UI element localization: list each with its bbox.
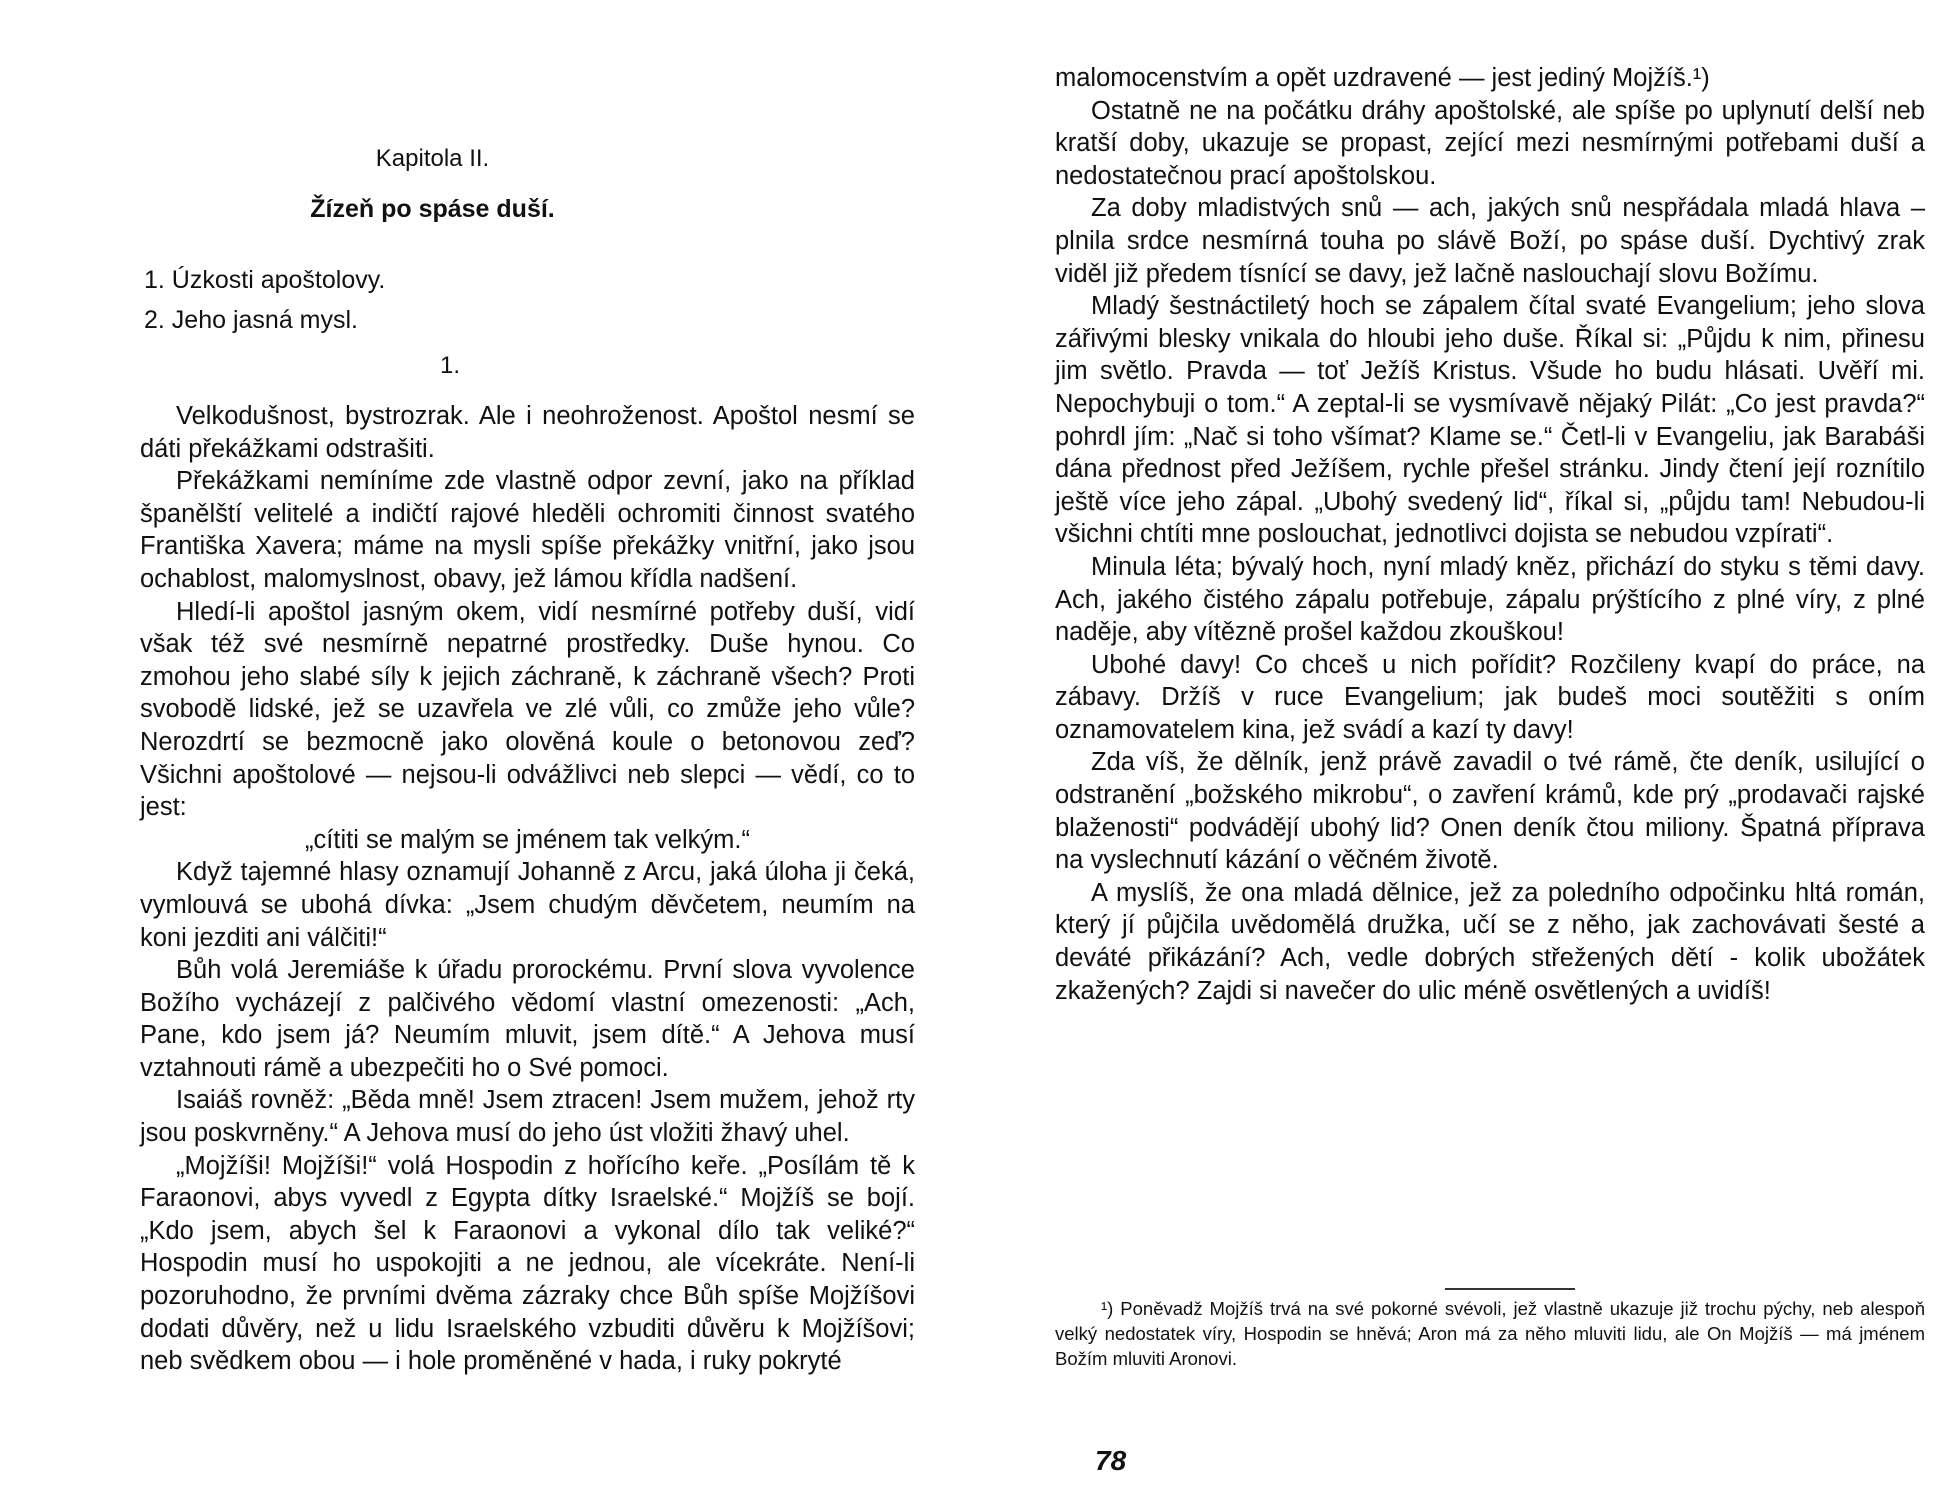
paragraph: Za doby mladistvých snů — ach, jakých snů nespřádala mladá hlava – plnila srdce nesmírná touha po slávě Boží, po spáse duší. Dychtivý zrak viděl již předem tísnící se davy, jež lačně naslouchají slovu Božímu. xyxy=(1055,194,1925,288)
left-body-text xyxy=(140,400,915,1378)
footnote: ¹) Poněvadž Mojžíš trvá na své pokorné svévoli, jež vlastně ukazuje již trochu pýchy, neb alespoň velký nedostatek víry, Hospodin se hněvá; Aron má za něho mluviti lidu, ale On Mojžíš — má jménem Božím mluviti Aronovi. xyxy=(1055,1298,1925,1369)
paragraph: A myslíš, že ona mladá dělnice, jež za poledního odpočinku hltá román, který jí půjčila uvědomělá družka, učí se z něho, jak zachovávati šesté a deváté přikázání? Ach, vedle dobrých střežených dětí - kolik ubožátek zkažených? Zajdi si navečer do ulic méně osvětlených a uvidíš! xyxy=(1055,878,1925,1005)
paragraph: „Mojžíši! Mojžíši!“ volá Hospodin z hořícího keře. „Posílám tě k Faraonovi, abys vyvedl z Egypta dítky Israelské.“ Mojžíš se bojí. „Kdo jsem, abych šel k Faraonovi a vykonal dílo tak veliké?“ Hospodin musí ho uspokojiti a ne jednou, ale vícekráte. Není-li pozoruhodno, že prvními dvěma zázraky chce Bůh spíše Mojžíšovi dodati důvěry, než u lidu Israelského vzbuditi důvěru k Mojžíšovi; neb svědkem obou — i hole proměněné v hada, i ruky pokryté xyxy=(140,1151,915,1376)
paragraph: Ubohé davy! Co chceš u nich pořídit? Rozčileny kvapí do práce, na zábavy. Držíš v ruce Evangelium; jak budeš moci soutěžiti s oním oznamovatelem kina, jež svádí a kazí ty davy! xyxy=(1055,650,1925,744)
section-number: 1. xyxy=(439,352,460,379)
left-page xyxy=(140,0,915,1500)
outline-item: 2. Jeho jasná mysl. xyxy=(144,306,358,334)
outline-item: 1. Úzkosti apoštolovy. xyxy=(144,266,386,294)
paragraph: Hledí-li apoštol jasným okem, vidí nesmírné potřeby duší, vidí však též své nesmírně nepatrné prostředky. Duše hynou. Co zmohou jeho slabé síly k jejich záchraně, k záchraně všech? Proti svobodě lidské, jež se uzavřela ve zlé vůli, co zmůže jeho vůle? Nerozdrtí se bezmocně jako olověná koule o betonovou zeď? Všichni apoštolové — nejsou-li odvážlivci neb slepci — vědí, co to jest: xyxy=(140,597,915,822)
chapter-label: Kapitola II. xyxy=(375,145,490,172)
paragraph: Ostatně ne na počátku dráhy apoštolské, ale spíše po uplynutí delší neb kratší doby, ukazuje se propast, zející mezi nesmírnými potřebami duší a nedostatečnou prací apoštolskou. xyxy=(1055,96,1925,190)
paragraph: Překážkami nemíníme zde vlastně odpor zevní, jako na příklad španělští velitelé a indičtí rajové hleděli ochromiti činnost svatého Františka Xavera; máme na mysli spíše překážky vnitřní, jako jsou ochablost, malomyslnost, obavy, jež lámou křídla nadšení. xyxy=(140,467,915,593)
paragraph: Mladý šestnáctiletý hoch se zápalem čítal svaté Evangelium; jeho slova zářivými blesky vnikala do hloubi jeho duše. Říkal si: „Půjdu k nim, přinesu jim světlo. Pravda — toť Ježíš Kristus. Všude ho budu hlásati. Uvěří mi. Nepochybuji o tom.“ A zeptal-li se vysmívavě nějaký Pilát: „Co jest pravda?“ pohrdl jím: „Nač si toho všímat? Klame se.“ Četl-li v Evangeliu, jak Barabáši dána přednost před Ježíšem, rychle přešel stránku. Jindy čtení její roznítilo ještě více jeho zápal. „Ubohý svedený lid“, říkal si, „půjdu tam! Nebudou-li všichni chtíti mne poslouchat, jednotlivci dojista se nebudou vzpírati“. xyxy=(1055,292,1925,549)
paragraph: Zda víš, že dělník, jenž právě zavadil o tvé rámě, čte deník, usilující o odstranění „božského mikrobu“, o zavření krámů, kde prý „prodavači rajské blaženosti“ podvádějí ubohý lid? Onen deník čtou miliony. Špatná příprava na vyslechnutí kázání o věčném životě. xyxy=(1055,748,1925,875)
paragraph: malomocenstvím a opět uzdravené — jest jediný Mojžíš.¹) xyxy=(1055,64,1710,92)
paragraph: Minula léta; bývalý hoch, nyní mladý kněz, přichází do styku s těmi davy. Ach, jakého čistého zápalu potřebuje, zápalu prýštícího z plné víry, z plné naděje, aby vítězně prošel každou zkouškou! xyxy=(1055,552,1925,647)
page-number: 78 xyxy=(1095,1445,1127,1476)
right-body-text xyxy=(1055,62,1925,1007)
paragraph: Isaiáš rovněž: „Běda mně! Jsem ztracen! Jsem mužem, jehož rty jsou poskvrněny.“ A Jehova musí do jeho úst vložiti žhavý uhel. xyxy=(140,1086,915,1148)
paragraph: Bůh volá Jeremiáše k úřadu prorockému. První slova vyvolence Božího vycházejí z palčivého vědomí vlastní omezenosti: „Ach, Pane, kdo jsem já? Neumím mluvit, jsem dítě.“ A Jehova musí vztahnouti rámě a ubezpečiti ho o Své pomoci. xyxy=(140,956,915,1082)
chapter-title: Žízeň po spáse duší. xyxy=(310,195,555,223)
footnote-divider xyxy=(1445,1288,1575,1290)
quote-line: „cítiti se malým se jménem tak velkým.“ xyxy=(305,825,750,854)
paragraph: Velkodušnost, bystrozrak. Ale i neohroženost. Apoštol nesmí se dáti překážkami odstrašiti. xyxy=(140,402,915,463)
chapter-outline xyxy=(144,260,385,340)
paragraph: Když tajemné hlasy oznamují Johanně z Arcu, jaká úloha ji čeká, vymlouvá se ubohá dívka: „Jsem chudým děvčetem, neumím na koni jezditi ani válčiti!“ xyxy=(140,858,915,952)
right-page xyxy=(1055,0,1925,1500)
